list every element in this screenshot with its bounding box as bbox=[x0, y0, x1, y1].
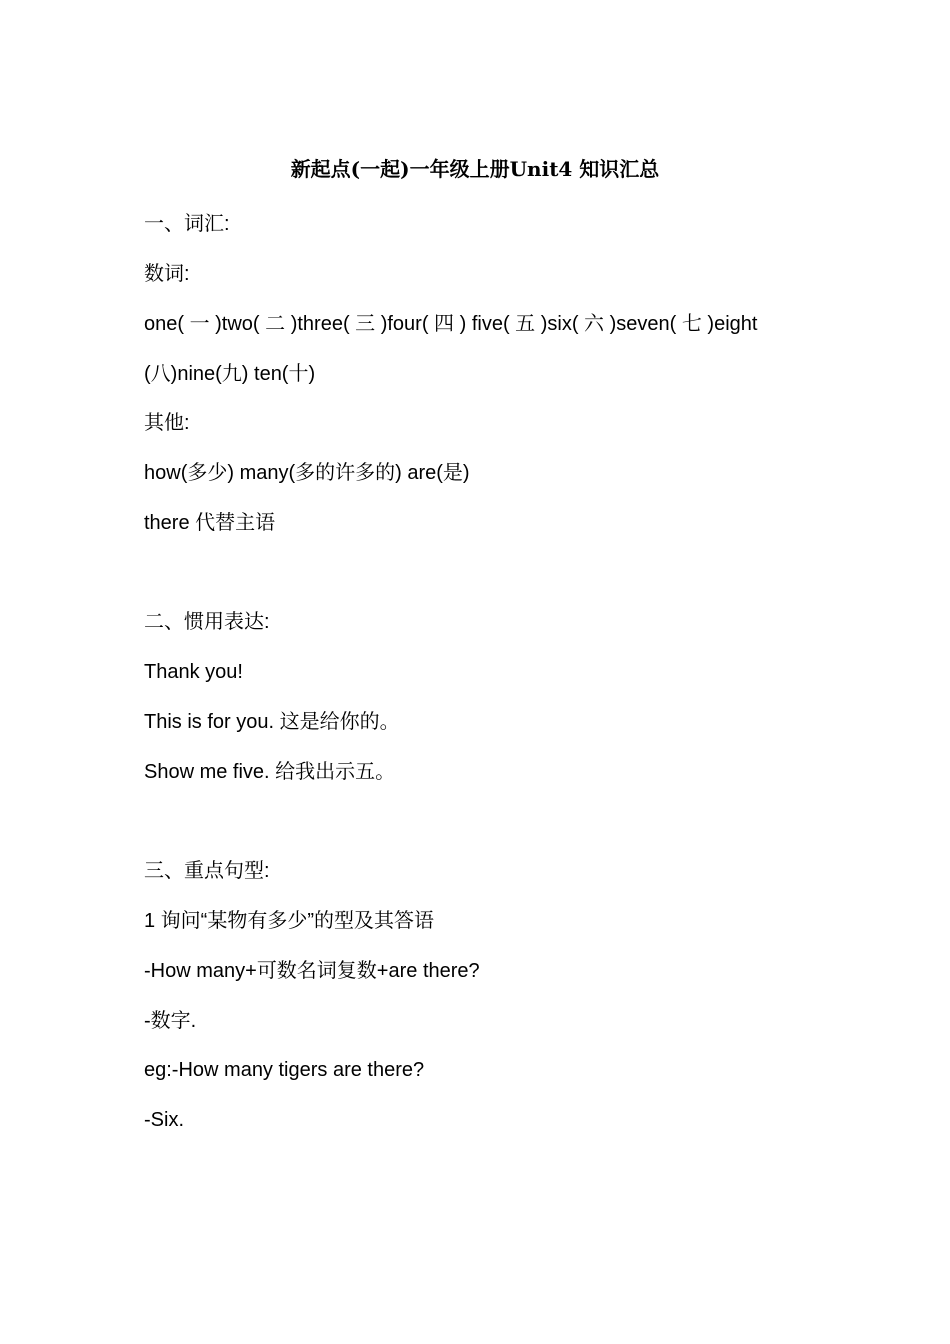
numbers-line-1: one( 一 )two( 二 )three( 三 )four( 四 ) five( 五 )six( 六 )seven( 七 )eight bbox=[144, 313, 758, 335]
expression-item: This is for you. 这是给你的。 bbox=[144, 711, 400, 733]
others-label: 其他: bbox=[144, 412, 190, 434]
example-answer: -Six. bbox=[144, 1109, 184, 1131]
others-line-1: how(多少) many(多的许多的) are(是) bbox=[144, 462, 470, 484]
pattern-answer: -数字. bbox=[144, 1010, 197, 1032]
numbers-line-2: (八)nine(九) ten(十) bbox=[144, 363, 316, 385]
point1-title: 1 询问“某物有多少”的型及其答语 bbox=[144, 910, 434, 932]
expression-item: Thank you! bbox=[144, 661, 243, 683]
section1-heading: 一、词汇: bbox=[144, 213, 230, 235]
example-question: eg:-How many tigers are there? bbox=[144, 1059, 425, 1081]
others-line-2: there 代替主语 bbox=[144, 512, 276, 534]
section2-heading: 二、惯用表达: bbox=[144, 611, 270, 633]
document-title: 新起点(一起)一年级上册Unit4 知识汇总 bbox=[290, 157, 660, 181]
expression-item: Show me five. 给我出示五。 bbox=[144, 761, 396, 783]
numbers-label: 数词: bbox=[144, 263, 190, 285]
section3-heading: 三、重点句型: bbox=[144, 860, 270, 882]
pattern-question: -How many+可数名词复数+are there? bbox=[144, 960, 480, 982]
